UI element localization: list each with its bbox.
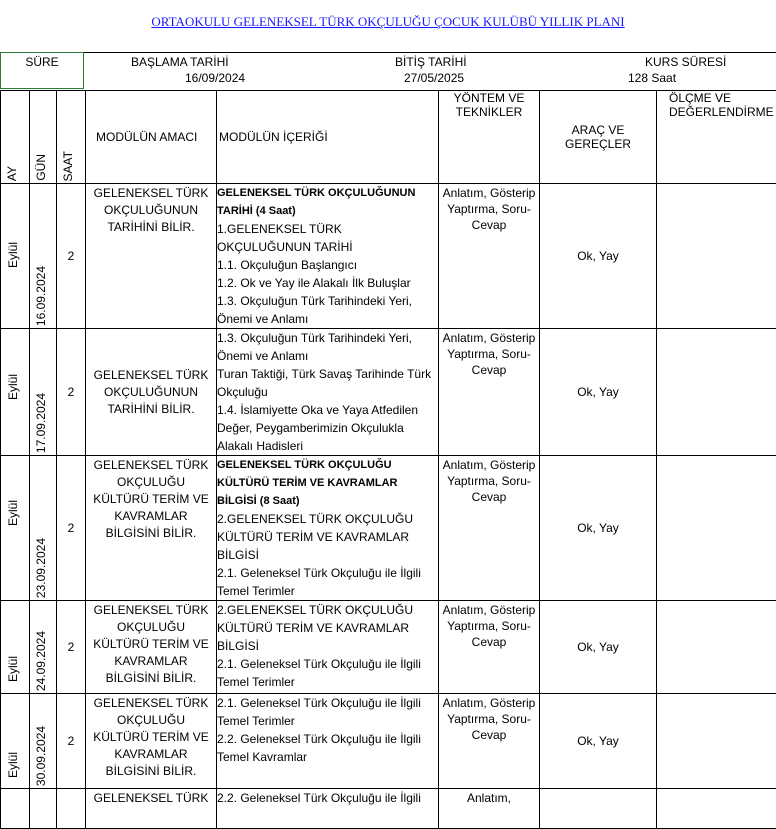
ay-text: Eylül: [6, 374, 20, 400]
amac-cell: [86, 184, 217, 329]
icerik-cell: [217, 456, 439, 601]
gun-cell: [30, 329, 57, 456]
saat-cell: [57, 789, 86, 829]
saat-cell: [57, 329, 86, 456]
icerik-line: 2.GELENEKSEL TÜRK OKÇULUĞU KÜLTÜRÜ TERİM VE KAVRAMLAR BİLGİSİ: [217, 510, 438, 564]
bitis-label: BİTİŞ TARİHİ: [395, 55, 467, 69]
saat-text: 2: [68, 521, 75, 535]
olcme-cell: [657, 694, 776, 789]
header-olcme: ÖLÇME VE DEĞERLENDİRME: [657, 91, 776, 184]
gun-text: 23.09.2024: [34, 538, 48, 598]
arac-cell: [540, 456, 657, 601]
ay-text: Eylül: [6, 500, 20, 526]
icerik-cell: [217, 789, 439, 829]
gun-cell: [30, 456, 57, 601]
icerik-heading: GELENEKSEL TÜRK OKÇULUĞUNUN TARİHİ (4 Saat): [217, 184, 438, 220]
amac-cell: [86, 456, 217, 601]
amac-text: GELENEKSEL TÜRK OKÇULUĞU KÜLTÜRÜ TERİM VE KAVRAMLAR BİLGİSİNİ BİLİR.: [86, 601, 216, 687]
gun-cell: [30, 789, 57, 829]
yontem-cell: [439, 456, 540, 601]
olcme-cell: [657, 329, 776, 456]
yontem-cell: [439, 329, 540, 456]
saat-text: 2: [68, 734, 75, 748]
top-border: [0, 52, 776, 53]
saat-cell: [57, 456, 86, 601]
amac-text: GELENEKSEL TÜRK OKÇULUĞU KÜLTÜRÜ TERİM VE KAVRAMLAR BİLGİSİNİ BİLİR.: [86, 456, 216, 542]
header-arac: ARAÇ VE GEREÇLER: [540, 91, 657, 184]
kurs-value: 128 Saat: [628, 71, 676, 85]
gun-text: 17.09.2024: [34, 393, 48, 453]
table-row: [1, 601, 776, 694]
gun-text: 30.09.2024: [34, 726, 48, 786]
yontem-text: Anlatım, Gösterip Yaptırma, Soru-Cevap: [439, 184, 539, 233]
icerik-line: 1.4. İslamiyette Oka ve Yaya Atfedilen Değer, Peygamberimizin Okçulukla Alakalı Hadisleri: [217, 401, 438, 455]
saat-cell: [57, 601, 86, 694]
amac-text: GELENEKSEL TÜRK OKÇULUĞU KÜLTÜRÜ TERİM VE KAVRAMLAR BİLGİSİNİ BİLİR.: [86, 694, 216, 780]
ay-text: Eylül: [6, 242, 20, 268]
icerik-cell: [217, 601, 439, 694]
icerik-line: 2.1. Geleneksel Türk Okçuluğu ile İlgili Temel Terimler: [217, 655, 438, 691]
ay-text: Eylül: [6, 752, 20, 778]
icerik-cell: [217, 184, 439, 329]
yontem-text: Anlatım, Gösterip Yaptırma, Soru-Cevap: [439, 694, 539, 743]
ay-cell: [1, 694, 30, 789]
olcme-cell: [657, 456, 776, 601]
saat-text: 2: [68, 249, 75, 263]
amac-text: GELENEKSEL TÜRK: [86, 789, 216, 807]
yontem-cell: [439, 184, 540, 329]
table-row: [1, 456, 776, 601]
saat-text: 2: [68, 640, 75, 654]
icerik-line: 1.3. Okçuluğun Türk Tarihindeki Yeri, Önemi ve Anlamı: [217, 292, 438, 328]
baslama-label: BAŞLAMA TARİHİ: [131, 55, 229, 69]
amac-text: GELENEKSEL TÜRK OKÇULUĞUNUN TARİHİNİ BİLİR.: [86, 184, 216, 236]
table-row: [1, 184, 776, 329]
header-gun: GÜN: [30, 91, 57, 184]
amac-cell: [86, 601, 217, 694]
bitis-value: 27/05/2025: [404, 71, 464, 85]
ay-cell: [1, 184, 30, 329]
gun-cell: [30, 184, 57, 329]
kurs-label: KURS SÜRESİ: [645, 55, 726, 69]
icerik-line: 2.1. Geleneksel Türk Okçuluğu ile İlgili Temel Terimler: [217, 564, 438, 600]
arac-text: Ok, Yay: [577, 640, 619, 654]
arac-cell: [540, 601, 657, 694]
ay-cell: [1, 601, 30, 694]
icerik-line: 2.GELENEKSEL TÜRK OKÇULUĞU KÜLTÜRÜ TERİM VE KAVRAMLAR BİLGİSİ: [217, 601, 438, 655]
ay-cell: [1, 456, 30, 601]
ay-cell: [1, 789, 30, 829]
page-title: ORTAOKULU GELENEKSEL TÜRK OKÇULUĞU ÇOCUK KULÜBÜ YILLIK PLANI: [0, 14, 776, 30]
yontem-text: Anlatım, Gösterip Yaptırma, Soru-Cevap: [439, 329, 539, 378]
arac-cell: [540, 329, 657, 456]
yontem-text: Anlatım, Gösterip Yaptırma, Soru-Cevap: [439, 456, 539, 505]
arac-text: Ok, Yay: [577, 734, 619, 748]
amac-cell: [86, 329, 217, 456]
gun-text: 24.09.2024: [34, 631, 48, 691]
arac-cell: [540, 789, 657, 829]
olcme-cell: [657, 601, 776, 694]
gun-cell: [30, 694, 57, 789]
yontem-cell: [439, 601, 540, 694]
icerik-line: 2.1. Geleneksel Türk Okçuluğu ile İlgili Temel Terimler: [217, 694, 438, 730]
arac-text: Ok, Yay: [577, 249, 619, 263]
icerik-line: 1.3. Okçuluğun Türk Tarihindeki Yeri, Önemi ve Anlamı: [217, 329, 438, 365]
icerik-line: 2.2. Geleneksel Türk Okçuluğu ile İlgili Temel Kavramlar: [217, 730, 438, 766]
yontem-cell: [439, 694, 540, 789]
gun-cell: [30, 601, 57, 694]
saat-cell: [57, 184, 86, 329]
saat-text: 2: [68, 385, 75, 399]
yontem-text: Anlatım, Gösterip Yaptırma, Soru-Cevap: [439, 601, 539, 650]
icerik-line: Turan Taktiği, Türk Savaş Tarihinde Türk Okçuluğu: [217, 365, 438, 401]
icerik-line: 1.1. Okçuluğun Başlangıcı: [217, 256, 438, 274]
olcme-cell: [657, 184, 776, 329]
header-icerik: MODÜLÜN İÇERİĞİ: [217, 91, 439, 184]
yontem-text: Anlatım,: [439, 789, 539, 806]
arac-cell: [540, 694, 657, 789]
icerik-line: 2.2. Geleneksel Türk Okçuluğu ile İlgili: [217, 789, 438, 807]
icerik-heading: GELENEKSEL TÜRK OKÇULUĞU KÜLTÜRÜ TERİM VE KAVRAMLAR BİLGİSİ (8 Saat): [217, 456, 438, 510]
header-saat: SAAT: [57, 91, 86, 184]
header-row: [1, 91, 776, 184]
header-yontem: YÖNTEM VE TEKNİKLER: [439, 91, 540, 184]
baslama-value: 16/09/2024: [185, 71, 245, 85]
yontem-cell: [439, 789, 540, 829]
olcme-cell: [657, 789, 776, 829]
gun-text: 16.09.2024: [34, 266, 48, 326]
table-row: [1, 789, 776, 829]
amac-text: GELENEKSEL TÜRK OKÇULUĞUNUN TARİHİNİ BİLİR.: [86, 366, 216, 418]
table-row: [1, 694, 776, 789]
arac-text: Ok, Yay: [577, 385, 619, 399]
header-amac: MODÜLÜN AMACI: [86, 91, 217, 184]
icerik-line: 1.GELENEKSEL TÜRK OKÇULUĞUNUN TARİHİ: [217, 220, 438, 256]
saat-cell: [57, 694, 86, 789]
ay-text: Eylül: [6, 656, 20, 682]
header-ay: AY: [1, 91, 30, 184]
table-row: [1, 329, 776, 456]
arac-cell: [540, 184, 657, 329]
amac-cell: [86, 789, 217, 829]
sure-cell[interactable]: SÜRE: [0, 52, 84, 89]
arac-text: Ok, Yay: [577, 521, 619, 535]
ay-cell: [1, 329, 30, 456]
icerik-cell: [217, 329, 439, 456]
icerik-line: 1.2. Ok ve Yay ile Alakalı İlk Buluşlar: [217, 274, 438, 292]
plan-table: [0, 90, 776, 829]
icerik-cell: [217, 694, 439, 789]
amac-cell: [86, 694, 217, 789]
